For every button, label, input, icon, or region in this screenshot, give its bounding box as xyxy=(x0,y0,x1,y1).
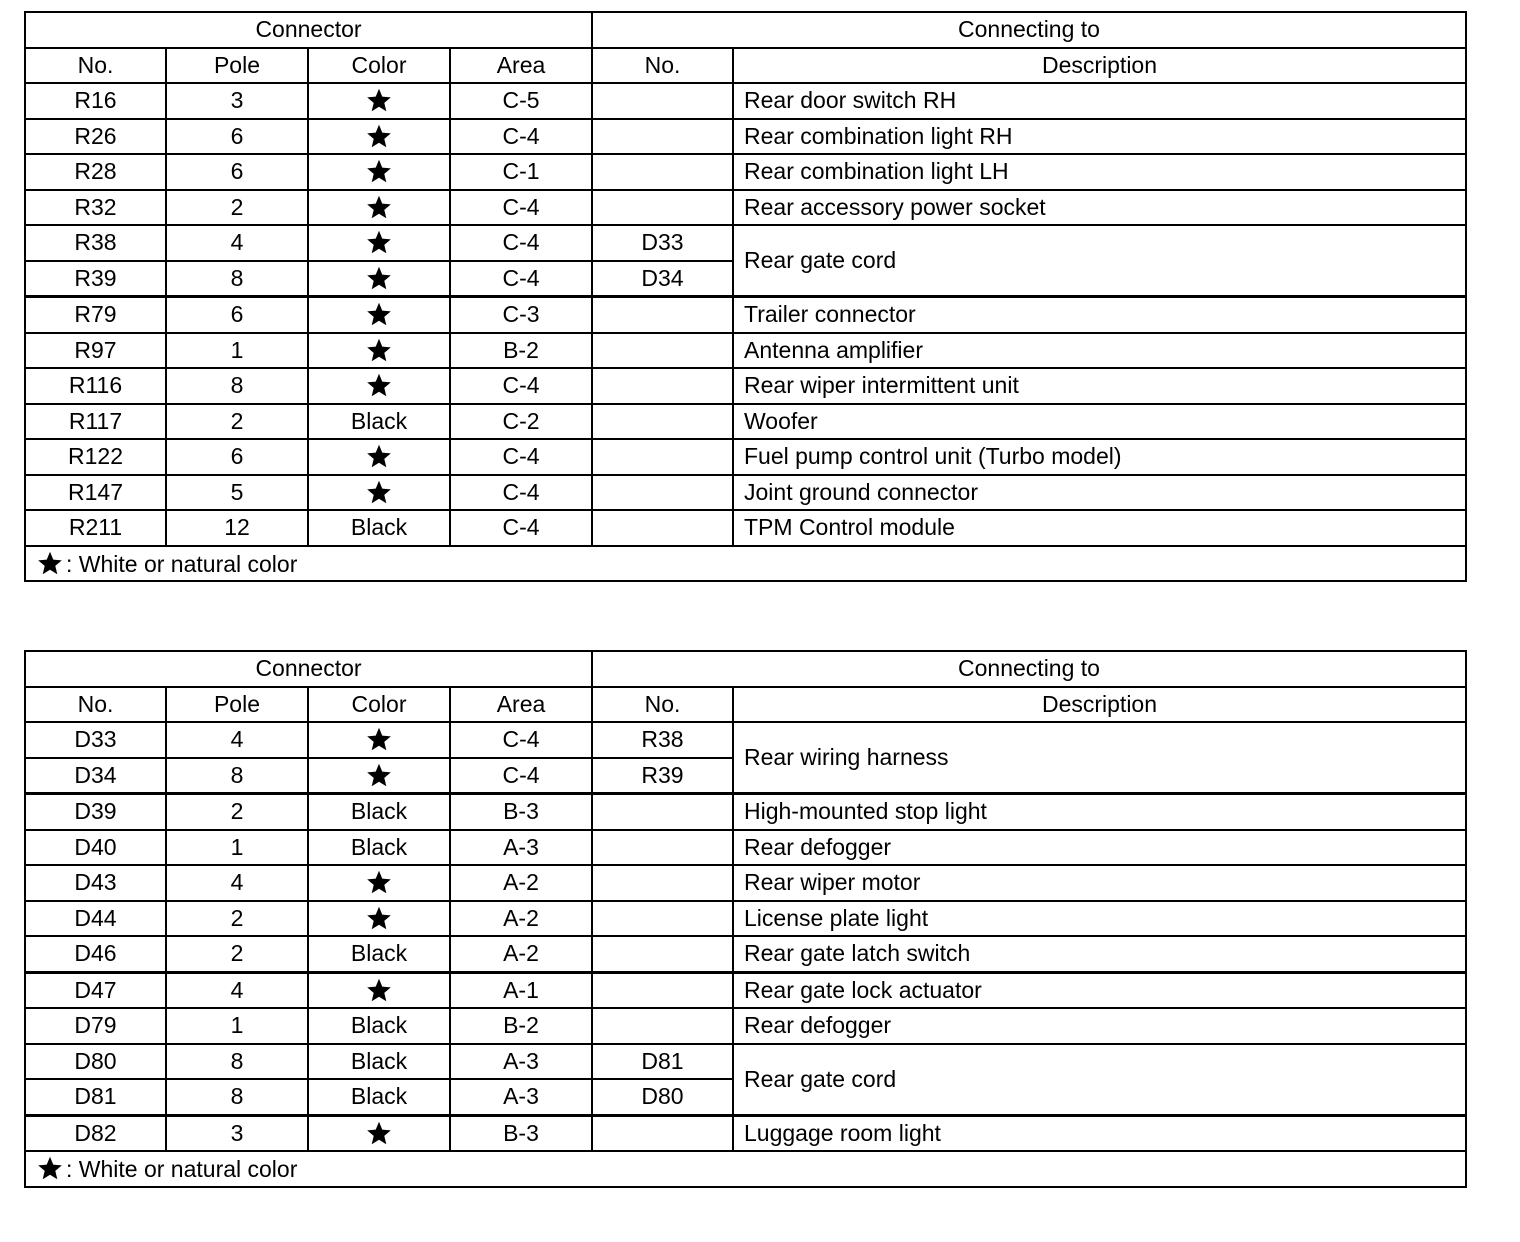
pole-cell: 3 xyxy=(166,83,308,119)
pole-cell: 1 xyxy=(166,333,308,369)
star-icon xyxy=(365,443,393,470)
color-cell: Black xyxy=(308,794,450,830)
description-cell: Antenna amplifier xyxy=(733,333,1466,369)
connector-no-cell: D44 xyxy=(25,901,166,937)
connector-no-cell: R16 xyxy=(25,83,166,119)
connecting-no-cell xyxy=(592,83,733,119)
connecting-to-group-header: Connecting to xyxy=(592,12,1466,48)
pole-column-header: Pole xyxy=(166,687,308,723)
table-row xyxy=(25,83,1466,119)
pole-cell: 6 xyxy=(166,297,308,333)
table-row xyxy=(25,1115,1466,1151)
connector-no-cell: R79 xyxy=(25,297,166,333)
table-row xyxy=(25,439,1466,475)
area-cell: C-4 xyxy=(450,510,592,546)
area-cell: C-4 xyxy=(450,225,592,261)
description-cell: Rear wiper motor xyxy=(733,865,1466,901)
connector-no-cell: D79 xyxy=(25,1008,166,1044)
connector-no-cell: R116 xyxy=(25,368,166,404)
description-cell: Rear accessory power socket xyxy=(733,190,1466,226)
connecting-no-cell: D34 xyxy=(592,261,733,297)
column-header-row xyxy=(25,48,1466,84)
connecting-no-cell xyxy=(592,368,733,404)
connector-no-cell: R117 xyxy=(25,404,166,440)
color-cell xyxy=(308,972,450,1008)
star-icon xyxy=(365,265,393,292)
pole-column-header: Pole xyxy=(166,48,308,84)
description-cell: Trailer connector xyxy=(733,297,1466,333)
connecting-no-cell xyxy=(592,510,733,546)
area-cell: A-3 xyxy=(450,1044,592,1080)
connecting-no-cell xyxy=(592,901,733,937)
area-column-header: Area xyxy=(450,48,592,84)
column-header-row xyxy=(25,687,1466,723)
color-column-header: Color xyxy=(308,687,450,723)
table-row xyxy=(25,830,1466,866)
color-cell: Black xyxy=(308,510,450,546)
pole-cell: 1 xyxy=(166,1008,308,1044)
star-icon xyxy=(365,762,393,789)
table-row xyxy=(25,901,1466,937)
description-cell: Rear combination light RH xyxy=(733,119,1466,155)
pole-cell: 2 xyxy=(166,936,308,972)
pole-cell: 8 xyxy=(166,1079,308,1115)
area-cell: C-4 xyxy=(450,368,592,404)
connector-no-cell: R32 xyxy=(25,190,166,226)
table-row xyxy=(25,368,1466,404)
description-cell: TPM Control module xyxy=(733,510,1466,546)
table-row xyxy=(25,333,1466,369)
connecting-no-cell: R38 xyxy=(592,722,733,758)
description-cell: Luggage room light xyxy=(733,1115,1466,1151)
connecting-no-cell xyxy=(592,475,733,511)
group-header-row xyxy=(25,651,1466,687)
connecting-no-column-header: No. xyxy=(592,48,733,84)
pole-cell: 6 xyxy=(166,119,308,155)
table-row xyxy=(25,1008,1466,1044)
connector-no-cell: D80 xyxy=(25,1044,166,1080)
star-icon xyxy=(365,479,393,506)
pole-cell: 8 xyxy=(166,758,308,794)
star-icon xyxy=(365,869,393,896)
table-row xyxy=(25,119,1466,155)
legend-row xyxy=(25,1151,1466,1187)
area-cell: C-5 xyxy=(450,83,592,119)
color-cell xyxy=(308,119,450,155)
pole-cell: 8 xyxy=(166,368,308,404)
description-cell: Rear wiper intermittent unit xyxy=(733,368,1466,404)
description-cell: License plate light xyxy=(733,901,1466,937)
connector-no-cell: R122 xyxy=(25,439,166,475)
star-icon xyxy=(365,1120,393,1147)
color-cell xyxy=(308,439,450,475)
color-cell xyxy=(308,475,450,511)
area-cell: C-4 xyxy=(450,439,592,475)
description-cell: Rear defogger xyxy=(733,830,1466,866)
connector-table-d xyxy=(24,650,1467,1188)
connector-no-cell: R28 xyxy=(25,154,166,190)
connecting-no-cell xyxy=(592,154,733,190)
area-cell: C-4 xyxy=(450,190,592,226)
connector-group-header: Connector xyxy=(25,651,592,687)
description-cell: Rear combination light LH xyxy=(733,154,1466,190)
color-cell xyxy=(308,1115,450,1151)
connector-no-cell: R26 xyxy=(25,119,166,155)
star-icon xyxy=(365,905,393,932)
no-column-header: No. xyxy=(25,48,166,84)
pole-cell: 6 xyxy=(166,439,308,475)
pole-cell: 5 xyxy=(166,475,308,511)
star-icon xyxy=(365,123,393,150)
description-cell: Woofer xyxy=(733,404,1466,440)
connector-no-cell: D81 xyxy=(25,1079,166,1115)
pole-cell: 4 xyxy=(166,225,308,261)
legend xyxy=(25,546,1466,582)
connector-table-r xyxy=(24,11,1467,582)
connecting-no-cell: D80 xyxy=(592,1079,733,1115)
pole-cell: 2 xyxy=(166,901,308,937)
area-cell: C-1 xyxy=(450,154,592,190)
star-icon xyxy=(36,1155,64,1182)
description-cell: Rear gate lock actuator xyxy=(733,972,1466,1008)
connecting-no-cell xyxy=(592,190,733,226)
connecting-to-group-header: Connecting to xyxy=(592,651,1466,687)
pole-cell: 8 xyxy=(166,1044,308,1080)
connector-no-cell: D46 xyxy=(25,936,166,972)
area-cell: C-4 xyxy=(450,758,592,794)
connecting-no-cell xyxy=(592,972,733,1008)
connector-group-header: Connector xyxy=(25,12,592,48)
connecting-no-cell xyxy=(592,119,733,155)
table-row xyxy=(25,475,1466,511)
area-cell: C-3 xyxy=(450,297,592,333)
area-column-header: Area xyxy=(450,687,592,723)
connecting-no-cell xyxy=(592,297,733,333)
connector-no-cell: R39 xyxy=(25,261,166,297)
table-row xyxy=(25,936,1466,972)
star-icon xyxy=(365,977,393,1004)
star-icon xyxy=(365,229,393,256)
description-cell: Rear gate latch switch xyxy=(733,936,1466,972)
description-cell: Fuel pump control unit (Turbo model) xyxy=(733,439,1466,475)
connecting-no-cell xyxy=(592,865,733,901)
legend xyxy=(25,1151,1466,1187)
connector-no-cell: R38 xyxy=(25,225,166,261)
table-row xyxy=(25,972,1466,1008)
star-icon xyxy=(365,726,393,753)
star-icon xyxy=(365,337,393,364)
color-cell xyxy=(308,225,450,261)
star-icon xyxy=(365,301,393,328)
pole-cell: 1 xyxy=(166,830,308,866)
area-cell: B-2 xyxy=(450,333,592,369)
connector-no-cell: R147 xyxy=(25,475,166,511)
area-cell: A-2 xyxy=(450,936,592,972)
description-cell: Rear wiring harness xyxy=(733,722,1466,794)
pole-cell: 2 xyxy=(166,404,308,440)
area-cell: A-1 xyxy=(450,972,592,1008)
legend-row xyxy=(25,546,1466,582)
area-cell: A-2 xyxy=(450,901,592,937)
table-row xyxy=(25,404,1466,440)
star-icon xyxy=(36,550,64,577)
color-cell xyxy=(308,154,450,190)
area-cell: C-4 xyxy=(450,119,592,155)
description-cell: Rear gate cord xyxy=(733,225,1466,297)
pole-cell: 3 xyxy=(166,1115,308,1151)
color-cell xyxy=(308,901,450,937)
group-header-row xyxy=(25,12,1466,48)
pole-cell: 2 xyxy=(166,794,308,830)
area-cell: C-2 xyxy=(450,404,592,440)
connecting-no-cell xyxy=(592,404,733,440)
table-row xyxy=(25,510,1466,546)
color-cell xyxy=(308,297,450,333)
connector-no-cell: D33 xyxy=(25,722,166,758)
no-column-header: No. xyxy=(25,687,166,723)
connector-no-cell: R211 xyxy=(25,510,166,546)
star-icon xyxy=(365,158,393,185)
description-cell: High-mounted stop light xyxy=(733,794,1466,830)
connector-no-cell: D40 xyxy=(25,830,166,866)
legend-text: : White or natural color xyxy=(66,1156,298,1183)
connecting-no-cell xyxy=(592,439,733,475)
connecting-no-column-header: No. xyxy=(592,687,733,723)
color-cell xyxy=(308,758,450,794)
color-cell xyxy=(308,83,450,119)
star-icon xyxy=(365,372,393,399)
color-cell xyxy=(308,722,450,758)
area-cell: C-4 xyxy=(450,722,592,758)
color-cell: Black xyxy=(308,1044,450,1080)
color-cell xyxy=(308,261,450,297)
connector-no-cell: R97 xyxy=(25,333,166,369)
description-cell: Rear gate cord xyxy=(733,1044,1466,1116)
color-cell: Black xyxy=(308,936,450,972)
color-cell xyxy=(308,368,450,404)
description-column-header: Description xyxy=(733,48,1466,84)
color-cell: Black xyxy=(308,404,450,440)
color-cell: Black xyxy=(308,830,450,866)
area-cell: C-4 xyxy=(450,475,592,511)
connector-no-cell: D47 xyxy=(25,972,166,1008)
connecting-no-cell: D81 xyxy=(592,1044,733,1080)
connector-no-cell: D39 xyxy=(25,794,166,830)
description-cell: Joint ground connector xyxy=(733,475,1466,511)
connecting-no-cell xyxy=(592,333,733,369)
connecting-no-cell: R39 xyxy=(592,758,733,794)
star-icon xyxy=(365,87,393,114)
table-row xyxy=(25,190,1466,226)
connector-no-cell: D82 xyxy=(25,1115,166,1151)
area-cell: B-3 xyxy=(450,1115,592,1151)
area-cell: A-2 xyxy=(450,865,592,901)
table-row xyxy=(25,794,1466,830)
table-row xyxy=(25,722,1466,758)
description-cell: Rear door switch RH xyxy=(733,83,1466,119)
pole-cell: 8 xyxy=(166,261,308,297)
pole-cell: 6 xyxy=(166,154,308,190)
color-cell xyxy=(308,190,450,226)
star-icon xyxy=(365,194,393,221)
color-cell xyxy=(308,333,450,369)
area-cell: A-3 xyxy=(450,830,592,866)
area-cell: B-3 xyxy=(450,794,592,830)
description-cell: Rear defogger xyxy=(733,1008,1466,1044)
area-cell: C-4 xyxy=(450,261,592,297)
color-cell: Black xyxy=(308,1008,450,1044)
connector-no-cell: D43 xyxy=(25,865,166,901)
table-row xyxy=(25,865,1466,901)
pole-cell: 4 xyxy=(166,865,308,901)
color-column-header: Color xyxy=(308,48,450,84)
area-cell: A-3 xyxy=(450,1079,592,1115)
table-row xyxy=(25,154,1466,190)
connecting-no-cell xyxy=(592,936,733,972)
pole-cell: 4 xyxy=(166,972,308,1008)
connecting-no-cell xyxy=(592,1008,733,1044)
area-cell: B-2 xyxy=(450,1008,592,1044)
connecting-no-cell xyxy=(592,1115,733,1151)
connecting-no-cell xyxy=(592,830,733,866)
table-row xyxy=(25,1044,1466,1080)
table-row xyxy=(25,297,1466,333)
description-column-header: Description xyxy=(733,687,1466,723)
legend-text: : White or natural color xyxy=(66,550,298,577)
pole-cell: 2 xyxy=(166,190,308,226)
pole-cell: 12 xyxy=(166,510,308,546)
connecting-no-cell xyxy=(592,794,733,830)
pole-cell: 4 xyxy=(166,722,308,758)
color-cell xyxy=(308,865,450,901)
connector-no-cell: D34 xyxy=(25,758,166,794)
table-row xyxy=(25,225,1466,261)
color-cell: Black xyxy=(308,1079,450,1115)
connecting-no-cell: D33 xyxy=(592,225,733,261)
